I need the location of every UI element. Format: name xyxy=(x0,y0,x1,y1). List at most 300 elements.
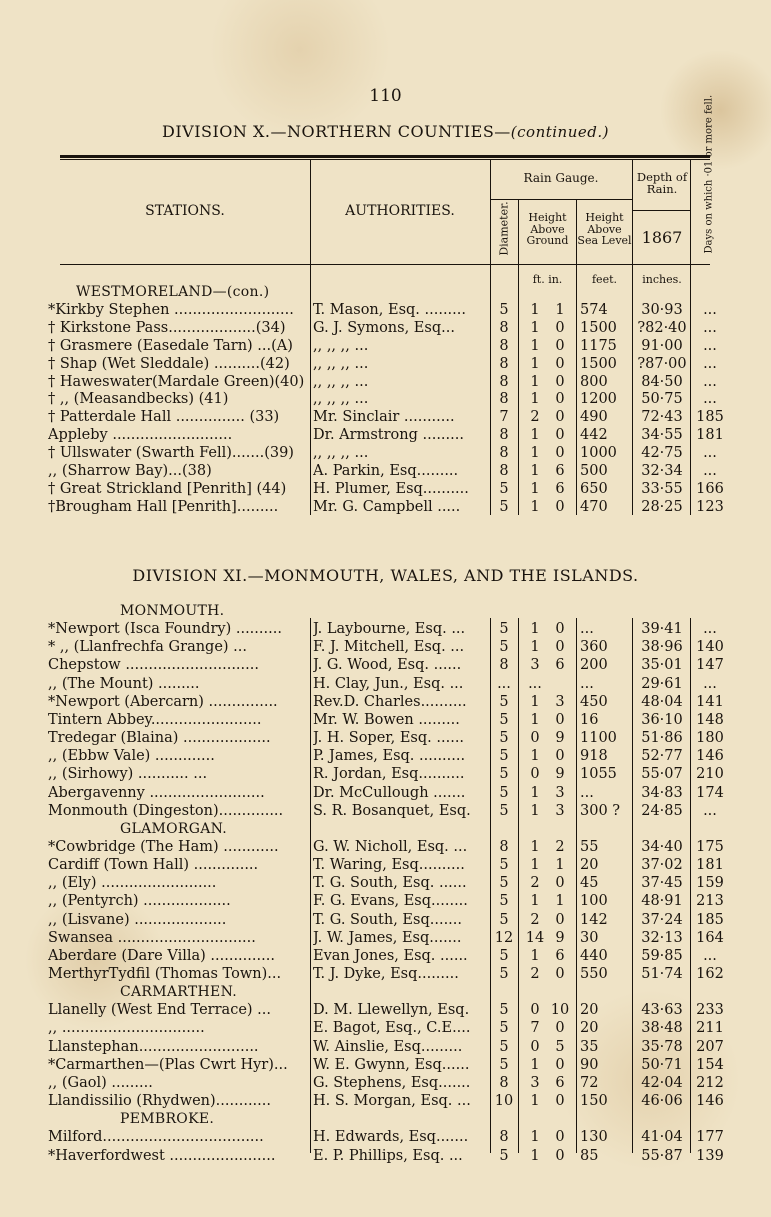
height-ground-ft: 1 xyxy=(530,893,540,910)
height-ground-ft: 1 xyxy=(530,445,540,462)
station-name: *Newport (Abercarn) ............... xyxy=(48,693,278,710)
authority: F. J. Mitchell, Esq. ... xyxy=(313,639,465,656)
height-ground-in: 5 xyxy=(555,1038,565,1055)
height-ground-ft: 1 xyxy=(530,857,540,874)
header-bottom-rule xyxy=(60,264,710,265)
table-row xyxy=(0,1093,771,1111)
rain-days: 207 xyxy=(696,1038,724,1055)
gauge-diameter: 8 xyxy=(499,657,509,674)
height-sea-level: 918 xyxy=(580,748,608,765)
station-name: Monmouth (Dingeston).............. xyxy=(48,802,284,819)
height-ground-ft: 1 xyxy=(530,947,540,964)
station-name: ,, (Gaol) ......... xyxy=(48,1074,153,1091)
height-ground-ft: 1 xyxy=(530,838,540,855)
authority: R. Jordan, Esq.......... xyxy=(313,766,465,783)
rain-depth: 35·78 xyxy=(641,1038,683,1055)
authority: H. Clay, Jun., Esq. ... xyxy=(313,675,464,692)
rain-days: 147 xyxy=(696,657,724,674)
table-row xyxy=(0,302,771,320)
height-sea-level: 100 xyxy=(580,893,608,910)
county-heading: GLAMORGAN. xyxy=(120,820,228,837)
authority: J. H. Soper, Esq. ...... xyxy=(313,730,465,747)
table-row xyxy=(0,463,771,481)
rain-days: 148 xyxy=(696,711,724,728)
height-ground-ft: 1 xyxy=(530,463,540,479)
height-ground-in: 0 xyxy=(555,1147,565,1164)
gauge-diameter: 5 xyxy=(499,1147,509,1164)
rain-depth: 34·83 xyxy=(641,784,683,801)
gauge-diameter: 5 xyxy=(499,498,509,515)
height-sea-level: 20 xyxy=(580,857,599,874)
rain-depth: 43·63 xyxy=(641,1002,683,1019)
authority: W. E. Gwynn, Esq...... xyxy=(313,1056,470,1073)
rain-depth: 42·04 xyxy=(641,1074,683,1091)
authority: F. G. Evans, Esq........ xyxy=(313,893,468,910)
header-depth: Depth of Rain. xyxy=(636,170,688,197)
gauge-diameter: 7 xyxy=(499,409,509,426)
height-ground-in: 0 xyxy=(555,1093,565,1110)
rain-depth: 41·04 xyxy=(641,1129,683,1146)
rain-depth: 29·61 xyxy=(641,675,683,692)
authority: G. Stephens, Esq....... xyxy=(313,1074,471,1091)
rain-days: 181 xyxy=(696,857,724,874)
height-ground-ft: 2 xyxy=(530,409,540,426)
table-row xyxy=(0,338,771,356)
station-name: MerthyrTydfil (Thomas Town)... xyxy=(48,966,282,982)
height-ground-in: 0 xyxy=(555,498,565,515)
height-sea-level: 300 ? xyxy=(580,802,621,819)
rain-depth: 37·02 xyxy=(641,857,683,874)
table-row xyxy=(0,857,771,875)
rain-depth: 55·07 xyxy=(641,766,683,783)
station-name: ,, (Sharrow Bay)...(38) xyxy=(48,463,212,479)
table-row xyxy=(0,621,771,639)
gauge-diameter: 8 xyxy=(499,337,509,354)
table-row xyxy=(0,1075,771,1093)
height-ground-in: 6 xyxy=(555,657,565,674)
rain-days: ... xyxy=(703,675,717,692)
table-row xyxy=(0,1148,771,1166)
height-sea-level: 1500 xyxy=(580,319,617,336)
height-ground-in: 0 xyxy=(555,748,565,765)
station-name: ,, (Ebbw Vale) ............. xyxy=(48,748,215,765)
rain-days: 177 xyxy=(696,1129,724,1146)
height-ground-in: 9 xyxy=(555,766,565,783)
rain-depth: 35·01 xyxy=(641,657,683,674)
unit-ft-in: ft. in. xyxy=(532,273,563,286)
authority: Dr. McCullough ....... xyxy=(313,784,466,801)
height-ground-in: 2 xyxy=(555,838,565,855)
height-ground-in: 0 xyxy=(555,391,565,408)
height-ground-ft: 1 xyxy=(530,480,540,497)
height-ground-ft: 1 xyxy=(530,711,540,728)
height-sea-level: 142 xyxy=(580,911,608,928)
height-ground-in: 6 xyxy=(555,463,565,479)
table-row xyxy=(0,1129,771,1147)
gauge-diameter: 8 xyxy=(499,1129,509,1146)
county-heading: WESTMORELAND—(con.) xyxy=(76,284,270,300)
height-ground-in: 9 xyxy=(555,730,565,747)
height-ground-ft: 1 xyxy=(530,784,540,801)
height-sea-level: 1000 xyxy=(580,445,617,462)
height-ground-ft: 1 xyxy=(530,621,540,638)
rain-days: 123 xyxy=(696,498,724,515)
rain-depth: 50·71 xyxy=(641,1056,683,1073)
height-ground-ft: 1 xyxy=(530,1129,540,1146)
table-row xyxy=(0,930,771,948)
height-ground-ft: 14 xyxy=(525,929,545,946)
county-heading: PEMBROKE. xyxy=(120,1111,215,1128)
height-ground-ft: 0 xyxy=(530,766,540,783)
rain-depth: 51·74 xyxy=(641,966,683,982)
height-ground-ft: 1 xyxy=(530,373,540,390)
height-sea-level: 85 xyxy=(580,1147,599,1164)
gauge-diameter: 8 xyxy=(499,463,509,479)
station-name: Chepstow ............................. xyxy=(48,657,259,674)
authority: S. R. Bosanquet, Esq. xyxy=(313,802,471,819)
height-ground-in: 0 xyxy=(555,639,565,656)
gauge-diameter: 5 xyxy=(499,911,509,928)
height-sea-level: 30 xyxy=(580,929,599,946)
height-ground-in: 0 xyxy=(555,1056,565,1073)
rain-days: 233 xyxy=(696,1002,724,1019)
table-row xyxy=(0,748,771,766)
height-ground-in: 0 xyxy=(555,409,565,426)
height-sea-level: 440 xyxy=(580,947,608,964)
station-name: Llanstephan.......................... xyxy=(48,1038,259,1055)
rain-days: 141 xyxy=(696,693,724,710)
station-name: Milford................................... xyxy=(48,1129,264,1146)
gauge-diameter: 5 xyxy=(499,966,509,982)
rain-days: 185 xyxy=(696,409,724,426)
table-row xyxy=(0,912,771,930)
gauge-diameter: 5 xyxy=(499,301,509,318)
rain-depth: 32·34 xyxy=(641,463,683,479)
height-ground-ft: 1 xyxy=(530,1147,540,1164)
rain-days: 180 xyxy=(696,730,724,747)
rain-depth: 59·85 xyxy=(641,947,683,964)
height-ground-in: 0 xyxy=(555,911,565,928)
height-sea-level: 200 xyxy=(580,657,608,674)
station-name: Tredegar (Blaina) ................... xyxy=(48,730,271,747)
rain-days: 164 xyxy=(696,929,724,946)
height-sea-level: 442 xyxy=(580,427,608,444)
rain-depth: 42·75 xyxy=(641,445,683,462)
rain-days: 146 xyxy=(696,748,724,765)
rain-days: ... xyxy=(703,445,717,462)
station-name: ,, (The Mount) ......... xyxy=(48,675,200,692)
rain-depth: 51·86 xyxy=(641,730,683,747)
rain-depth: 52·77 xyxy=(641,748,683,765)
table-row xyxy=(0,1002,771,1020)
authority: H. Edwards, Esq....... xyxy=(313,1129,469,1146)
authority: P. James, Esq. .......... xyxy=(313,748,466,765)
height-ground-in: 0 xyxy=(555,319,565,336)
unit-feet: feet. xyxy=(591,273,617,286)
rain-days: 210 xyxy=(696,766,724,783)
height-sea-level: 490 xyxy=(580,409,608,426)
header-rain-gauge: Rain Gauge. xyxy=(523,171,599,185)
height-sea-level: 650 xyxy=(580,480,608,497)
height-ground-in: 0 xyxy=(555,1020,565,1037)
station-name: *Newport (Isca Foundry) .......... xyxy=(48,621,282,638)
table-row xyxy=(0,839,771,857)
rain-days: 154 xyxy=(696,1056,724,1073)
table-row xyxy=(0,427,771,445)
rain-depth: 34·55 xyxy=(641,427,683,444)
rain-days: 185 xyxy=(696,911,724,928)
rain-depth: 50·75 xyxy=(641,391,683,408)
height-ground-in: 0 xyxy=(555,337,565,354)
authority: Rev.D. Charles.......... xyxy=(313,693,467,710)
height-ground-ft: 3 xyxy=(530,657,540,674)
rain-depth: 72·43 xyxy=(641,409,683,426)
height-ground-ft: 1 xyxy=(530,748,540,765)
table-row xyxy=(0,785,771,803)
authority: G. W. Nicholl, Esq. ... xyxy=(313,838,468,855)
gauge-diameter: 5 xyxy=(499,893,509,910)
county-heading: CARMARTHEN. xyxy=(120,984,237,1001)
station-name: † Ullswater (Swarth Fell).......(39) xyxy=(48,445,294,462)
height-ground-ft: 1 xyxy=(530,1093,540,1110)
unit-inches: inches. xyxy=(642,273,682,286)
station-name: *Haverfordwest ....................... xyxy=(48,1147,276,1164)
header-days: Days on which ·01 or more fell. xyxy=(703,94,715,254)
table-row xyxy=(0,374,771,392)
authority: ,, ,, ,, ... xyxy=(313,337,369,354)
authority: Dr. Armstrong ......... xyxy=(313,427,464,444)
height-ground-in: 0 xyxy=(555,966,565,982)
authority: T. Waring, Esq.......... xyxy=(313,857,465,874)
station-name: *Carmarthen—(Plas Cwrt Hyr)... xyxy=(48,1056,288,1073)
gauge-diameter: 8 xyxy=(499,445,509,462)
gauge-diameter: 8 xyxy=(499,1074,509,1091)
table-row xyxy=(0,766,771,784)
height-sea-level: 470 xyxy=(580,498,608,515)
station-name: † Shap (Wet Sleddale) ..........(42) xyxy=(48,355,290,372)
table-row xyxy=(0,1020,771,1038)
height-ground-ft: 0 xyxy=(530,730,540,747)
rain-days: 211 xyxy=(696,1020,724,1037)
height-sea-level: 550 xyxy=(580,966,608,982)
gauge-diameter: 5 xyxy=(499,1038,509,1055)
authority: H. Plumer, Esq.......... xyxy=(313,480,469,497)
height-ground-ft: 7 xyxy=(530,1020,540,1037)
rain-days: ... xyxy=(703,355,717,372)
rain-days: 213 xyxy=(696,893,724,910)
gauge-diameter: 5 xyxy=(499,1002,509,1019)
authority: Mr. G. Campbell ..... xyxy=(313,498,461,515)
authority: E. P. Phillips, Esq. ... xyxy=(313,1147,463,1164)
depth-rule xyxy=(632,210,690,211)
rain-days: ... xyxy=(703,947,717,964)
height-sea-level: 500 xyxy=(580,463,608,479)
rain-gauge-rule xyxy=(490,199,632,200)
height-ground-ft: 1 xyxy=(530,319,540,336)
gauge-diameter: 5 xyxy=(499,1056,509,1073)
station-name: *Cowbridge (The Ham) ............ xyxy=(48,838,279,855)
gauge-diameter: 5 xyxy=(499,857,509,874)
authority: ,, ,, ,, ... xyxy=(313,391,369,408)
station-name: Llanelly (West End Terrace) ... xyxy=(48,1002,271,1019)
rain-depth: 91·00 xyxy=(641,337,683,354)
header-stations: STATIONS. xyxy=(145,203,225,219)
station-name: ,, ............................... xyxy=(48,1020,205,1037)
rain-depth: 38·96 xyxy=(641,639,683,656)
height-sea-level: 35 xyxy=(580,1038,599,1055)
height-ground-ft: 3 xyxy=(530,1074,540,1091)
height-sea-level: 16 xyxy=(580,711,599,728)
table-row xyxy=(0,730,771,748)
gauge-diameter: 8 xyxy=(499,427,509,444)
height-sea-level: 1500 xyxy=(580,355,617,372)
gauge-diameter: 5 xyxy=(499,480,509,497)
authority: W. Ainslie, Esq......... xyxy=(313,1038,463,1055)
authority: Evan Jones, Esq. ...... xyxy=(313,947,468,964)
rain-days: ... xyxy=(703,621,717,638)
authority: ,, ,, ,, ... xyxy=(313,373,369,390)
authority: J. W. James, Esq....... xyxy=(313,929,462,946)
rain-days: 159 xyxy=(696,875,724,892)
rain-depth: 55·87 xyxy=(641,1147,683,1164)
height-sea-level: 20 xyxy=(580,1020,599,1037)
rain-days: 175 xyxy=(696,838,724,855)
rain-depth: ?87·00 xyxy=(637,355,687,372)
division-xi-title: DIVISION XI.—MONMOUTH, WALES, AND THE ISLANDS. xyxy=(132,566,639,585)
table-row xyxy=(0,391,771,409)
authority: E. Bagot, Esq., C.E.... xyxy=(313,1020,471,1037)
rain-depth: 34·40 xyxy=(641,838,683,855)
division-x-title xyxy=(0,122,771,141)
height-ground-ft: 1 xyxy=(530,1056,540,1073)
height-sea-level: 150 xyxy=(580,1093,608,1110)
gauge-diameter: 5 xyxy=(499,784,509,801)
table-row xyxy=(0,875,771,893)
rain-depth: 36·10 xyxy=(641,711,683,728)
station-name: ,, (Sirhowy) ........... ... xyxy=(48,766,208,783)
rain-depth: 37·45 xyxy=(641,875,683,892)
table-row xyxy=(0,1039,771,1057)
gauge-diameter: 5 xyxy=(499,748,509,765)
rain-depth: 39·41 xyxy=(641,621,683,638)
gauge-diameter: 5 xyxy=(499,1020,509,1037)
height-ground-in: 0 xyxy=(555,711,565,728)
rain-days: 166 xyxy=(696,480,724,497)
station-name: † Kirkstone Pass...................(34) xyxy=(48,319,286,336)
height-ground-ft: 1 xyxy=(530,639,540,656)
station-name: Abergavenny ......................... xyxy=(48,784,265,801)
authority: T. J. Dyke, Esq......... xyxy=(313,966,459,982)
rain-days: ... xyxy=(703,391,717,408)
height-ground-ft: 1 xyxy=(530,427,540,444)
authority: T. G. South, Esq....... xyxy=(313,911,463,928)
height-ground-in: 0 xyxy=(555,355,565,372)
table-row xyxy=(0,1057,771,1075)
gauge-diameter: ... xyxy=(497,675,511,692)
rain-days: ... xyxy=(703,319,717,336)
authority: A. Parkin, Esq......... xyxy=(313,463,459,479)
table-row xyxy=(0,676,771,694)
station-name: ,, (Pentyrch) ................... xyxy=(48,893,231,910)
rain-depth: 38·48 xyxy=(641,1020,683,1037)
rain-depth: 48·04 xyxy=(641,693,683,710)
height-sea-level: 20 xyxy=(580,1002,599,1019)
authority: Mr. W. Bowen ......... xyxy=(313,711,460,728)
gauge-diameter: 5 xyxy=(499,730,509,747)
height-sea-level: ... xyxy=(580,621,594,638)
rain-days: 146 xyxy=(696,1093,724,1110)
table-row xyxy=(0,948,771,966)
station-name: * ,, (Llanfrechfa Grange) ... xyxy=(48,639,248,656)
gauge-diameter: 5 xyxy=(499,766,509,783)
station-name: ,, (Lisvane) .................... xyxy=(48,911,227,928)
gauge-diameter: 10 xyxy=(494,1093,514,1110)
division-x-title-text: DIVISION X.—NORTHERN COUNTIES— xyxy=(162,122,511,141)
height-sea-level: 90 xyxy=(580,1056,599,1073)
authority: T. Mason, Esq. ......... xyxy=(313,301,466,318)
station-name: † Great Strickland [Penrith] (44) xyxy=(48,480,287,497)
station-name: † Haweswater(Mardale Green)(40) xyxy=(48,373,305,390)
table-row xyxy=(0,356,771,374)
rain-depth: 32·13 xyxy=(641,929,683,946)
station-name: Aberdare (Dare Villa) .............. xyxy=(48,947,275,964)
height-ground-in: 0 xyxy=(555,373,565,390)
height-ground-in: 6 xyxy=(555,480,565,497)
height-ground-ft: 1 xyxy=(530,693,540,710)
height-ground-ft: 1 xyxy=(530,498,540,515)
authority: D. M. Llewellyn, Esq. xyxy=(313,1002,470,1019)
table-row xyxy=(0,409,771,427)
height-sea-level: 450 xyxy=(580,693,608,710)
rain-depth: 84·50 xyxy=(641,373,683,390)
height-ground-ft: 1 xyxy=(530,355,540,372)
height-ground-ft: 1 xyxy=(530,337,540,354)
authority: T. G. South, Esq. ...... xyxy=(313,875,467,892)
height-sea-level: 574 xyxy=(580,301,608,318)
height-sea-level: 360 xyxy=(580,639,608,656)
height-ground-in: 0 xyxy=(555,427,565,444)
table-row xyxy=(0,657,771,675)
authority: ,, ,, ,, ... xyxy=(313,445,369,462)
height-ground-ft: 1 xyxy=(530,391,540,408)
rain-days: ... xyxy=(703,301,717,318)
station-name: *Kirkby Stephen .......................... xyxy=(48,301,294,318)
height-ground-in: 3 xyxy=(555,784,565,801)
gauge-diameter: 5 xyxy=(499,875,509,892)
height-ground-in: 1 xyxy=(555,857,565,874)
rain-depth: 33·55 xyxy=(641,480,683,497)
gauge-diameter: 8 xyxy=(499,838,509,855)
station-name: Cardiff (Town Hall) .............. xyxy=(48,857,259,874)
rain-days: 212 xyxy=(696,1074,724,1091)
rain-days: ... xyxy=(703,802,717,819)
height-sea-level: ... xyxy=(580,784,594,801)
station-name: Appleby .......................... xyxy=(48,427,233,444)
county-heading: MONMOUTH. xyxy=(120,603,225,619)
station-name: † ,, (Measandbecks) (41) xyxy=(48,391,229,408)
authority: H. S. Morgan, Esq. ... xyxy=(313,1093,471,1110)
rain-days: ... xyxy=(703,337,717,354)
header-authorities: AUTHORITIES. xyxy=(345,203,455,219)
page-number: 110 xyxy=(369,86,402,106)
table-row xyxy=(0,320,771,338)
authority: J. Laybourne, Esq. ... xyxy=(313,621,466,638)
height-ground-ft: 1 xyxy=(530,802,540,819)
rain-depth: 48·91 xyxy=(641,893,683,910)
height-ground-ft: 2 xyxy=(530,966,540,982)
gauge-diameter: 5 xyxy=(499,802,509,819)
height-ground-in: 0 xyxy=(555,1129,565,1146)
